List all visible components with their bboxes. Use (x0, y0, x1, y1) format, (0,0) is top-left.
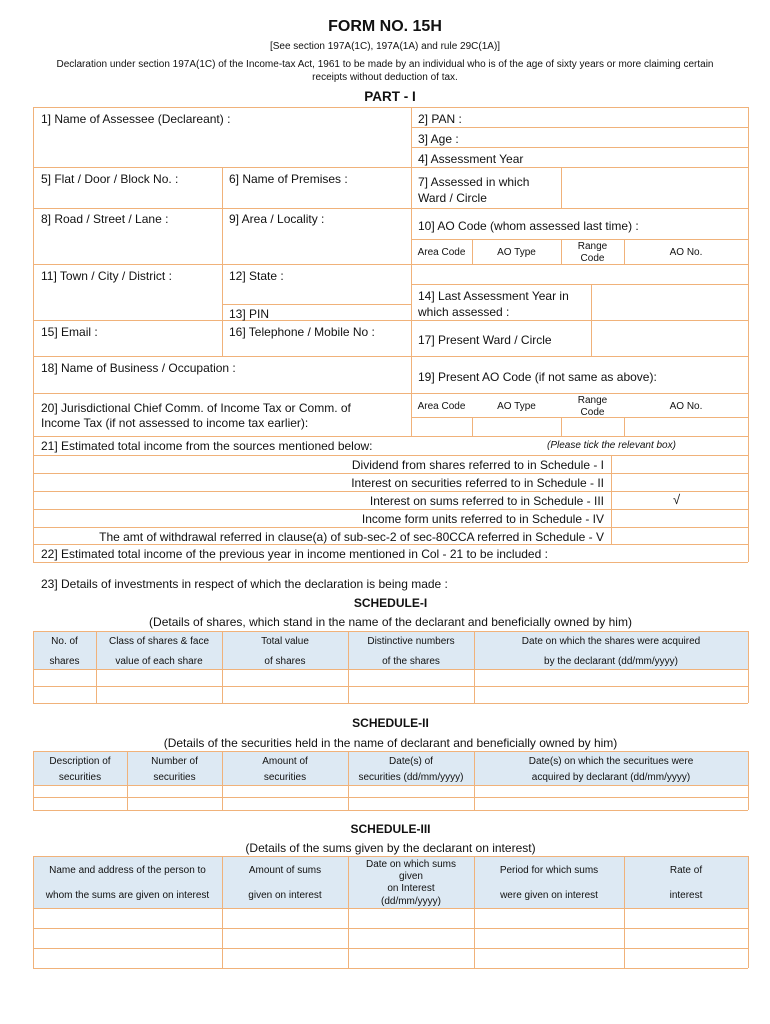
present-ao-type-header: AO Type (497, 401, 536, 412)
income-source-row: Interest on sums referred to in Schedule - III (369, 494, 604, 508)
field-16-phone-label: 16] Telephone / Mobile No : (229, 325, 375, 339)
sch2-col-acquired-line2: acquired by declarant (dd/mm/yyyy) (531, 772, 691, 783)
income-source-row: Interest on securities referred to in Schedule - II (351, 476, 604, 490)
schedule-3-title: SCHEDULE-III (350, 822, 431, 836)
sch3-col-amount: Amount of sums (248, 865, 322, 876)
field-13-pin-label: 13] PIN (229, 307, 270, 321)
field-9-area-label: 9] Area / Locality : (229, 212, 325, 226)
field-20-commissioner-label-line2: Income Tax (if not assessed to income tax earlier): (41, 416, 309, 430)
ao-area-code-header: Area Code (417, 247, 466, 258)
form-subtitle: [See section 197A(1C), 197A(1A) and rule 29C(1A)] (269, 41, 501, 52)
sch3-col-period-line2: were given on interest (500, 890, 598, 901)
sch3-col-date: Date on which sums (365, 859, 457, 870)
form-title: FORM NO. 15H (328, 18, 442, 35)
income-source-row: The amt of withdrawal referred in clause(a) of sub-sec-2 of sec-80CCA referred in Schedule - V (99, 530, 604, 544)
sch1-col-date-line2: by the declarant (dd/mm/yyyy) (544, 656, 678, 667)
field-2-pan-label: 2] PAN : (418, 112, 462, 126)
ao-no-header: AO No. (669, 247, 703, 258)
field-5-flat-label: 5] Flat / Door / Block No. : (41, 172, 179, 186)
sch1-col-shares-count-line2: shares (49, 656, 80, 667)
sch3-col-date-line4: (dd/mm/yyyy) (381, 896, 441, 907)
field-4-assessment-year-label: 4] Assessment Year (418, 152, 524, 166)
field-3-age-label: 3] Age : (418, 132, 459, 146)
sch3-col-rate: Rate of (669, 865, 703, 876)
sch3-col-date-line3: on Interest (387, 883, 435, 894)
schedule-1-description: (Details of shares, which stand in the name of the declarant and beneficially owned by him) (149, 615, 632, 629)
sch2-col-date: Date(s) of (389, 756, 433, 767)
field-15-email-label: 15] Email : (41, 325, 98, 339)
field-10-ao-code-label: 10] AO Code (whom assessed last time) : (418, 219, 639, 233)
field-6-premises-label: 6] Name of Premises : (229, 172, 348, 186)
schedule-3-description: (Details of the sums given by the declarant on interest) (245, 841, 536, 855)
sch3-col-date-line2: given (399, 871, 423, 882)
sch3-col-amount-line2: given on interest (248, 890, 322, 901)
field-20-commissioner-label-line1: 20] Jurisdictional Chief Comm. of Income Tax or Comm. of (41, 401, 351, 415)
field-17-ward-label: 17] Present Ward / Circle (418, 333, 552, 347)
sch2-col-acquired: Date(s) on which the securitues were (528, 756, 694, 767)
field-21-income-label: 21] Estimated total income from the sources mentioned below: (41, 439, 373, 453)
sch3-col-period: Period for which sums (499, 865, 599, 876)
field-14-last-year-label-line2: which assessed : (418, 305, 510, 319)
sch1-col-date: Date on which the shares were acquired (521, 636, 701, 647)
present-ao-no-header: AO No. (669, 401, 703, 412)
sch2-col-number-line2: securities (153, 772, 196, 783)
sch1-col-class: Class of shares & face (108, 636, 210, 647)
sch3-col-name-line2: whom the sums are given on interest (45, 890, 210, 901)
sch2-col-description-line2: securities (58, 772, 102, 783)
ao-type-header: AO Type (497, 247, 536, 258)
ao-range-header-line2: Code (580, 253, 605, 264)
field-12-state-label: 12] State : (229, 269, 284, 283)
sch2-col-amount-line2: securities (263, 772, 307, 783)
part-heading: PART - I (364, 89, 416, 104)
present-ao-range-header-line2: Code (580, 407, 605, 418)
sch1-col-class-line2: value of each share (115, 656, 203, 667)
ao-range-header-line1: Range (577, 241, 608, 252)
present-ao-area-code-header: Area Code (417, 401, 466, 412)
field-1-name-label: 1] Name of Assessee (Declareant) : (41, 112, 231, 126)
field-23-investments-label: 23] Details of investments in respect of which the declaration is being made : (41, 577, 448, 591)
field-22-estimated-income-label: 22] Estimated total income of the previous year in income mentioned in Col - 21 to be included : (41, 547, 548, 561)
field-14-last-year-label-line1: 14] Last Assessment Year in (418, 289, 569, 303)
tick-instruction-note: (Please tick the relevant box) (547, 440, 676, 451)
field-8-road-label: 8] Road / Street / Lane : (41, 212, 169, 226)
field-7-ward-label-line2: Ward / Circle (418, 191, 487, 205)
sch2-col-number: Number of (151, 756, 198, 767)
field-19-present-ao-label: 19] Present AO Code (if not same as above): (418, 370, 657, 384)
declaration-line-2: receipts without deduction of tax. (312, 72, 458, 83)
sch1-col-total-value: Total value (261, 636, 309, 647)
sch1-col-total-value-line2: of shares (264, 656, 306, 667)
declaration-line-1: Declaration under section 197A(1C) of the Income-tax Act, 1961 to be made by an individual who is of the age of sixty years or more claiming certain (56, 59, 714, 70)
present-ao-range-header-line1: Range (577, 395, 608, 406)
schedule-2-description: (Details of the securities held in the name of declarant and beneficially owned by him) (163, 736, 618, 750)
sch3-col-name: Name and address of the person to (49, 865, 206, 876)
sch2-col-description: Description of (49, 756, 111, 767)
income-source-row: Dividend from shares referred to in Schedule - I (351, 458, 604, 472)
schedule-1-title: SCHEDULE-I (353, 596, 428, 610)
income-source-row: Income form units referred to in Schedule - IV (361, 512, 604, 526)
sch2-col-amount: Amount of (262, 756, 308, 767)
field-7-ward-label-line1: 7] Assessed in which (418, 175, 530, 189)
sch1-col-distinctive: Distinctive numbers (367, 636, 455, 647)
sch3-col-rate-line2: interest (669, 890, 703, 901)
tick-mark-icon[interactable]: √ (673, 492, 681, 507)
field-18-business-label: 18] Name of Business / Occupation : (41, 361, 236, 375)
sch1-col-shares-count: No. of (51, 636, 78, 647)
sch2-col-date-line2: securities (dd/mm/yyyy) (358, 772, 464, 783)
schedule-2-title: SCHEDULE-II (352, 716, 429, 730)
field-11-town-label: 11] Town / City / District : (41, 269, 172, 283)
sch1-col-distinctive-line2: of the shares (382, 656, 440, 667)
